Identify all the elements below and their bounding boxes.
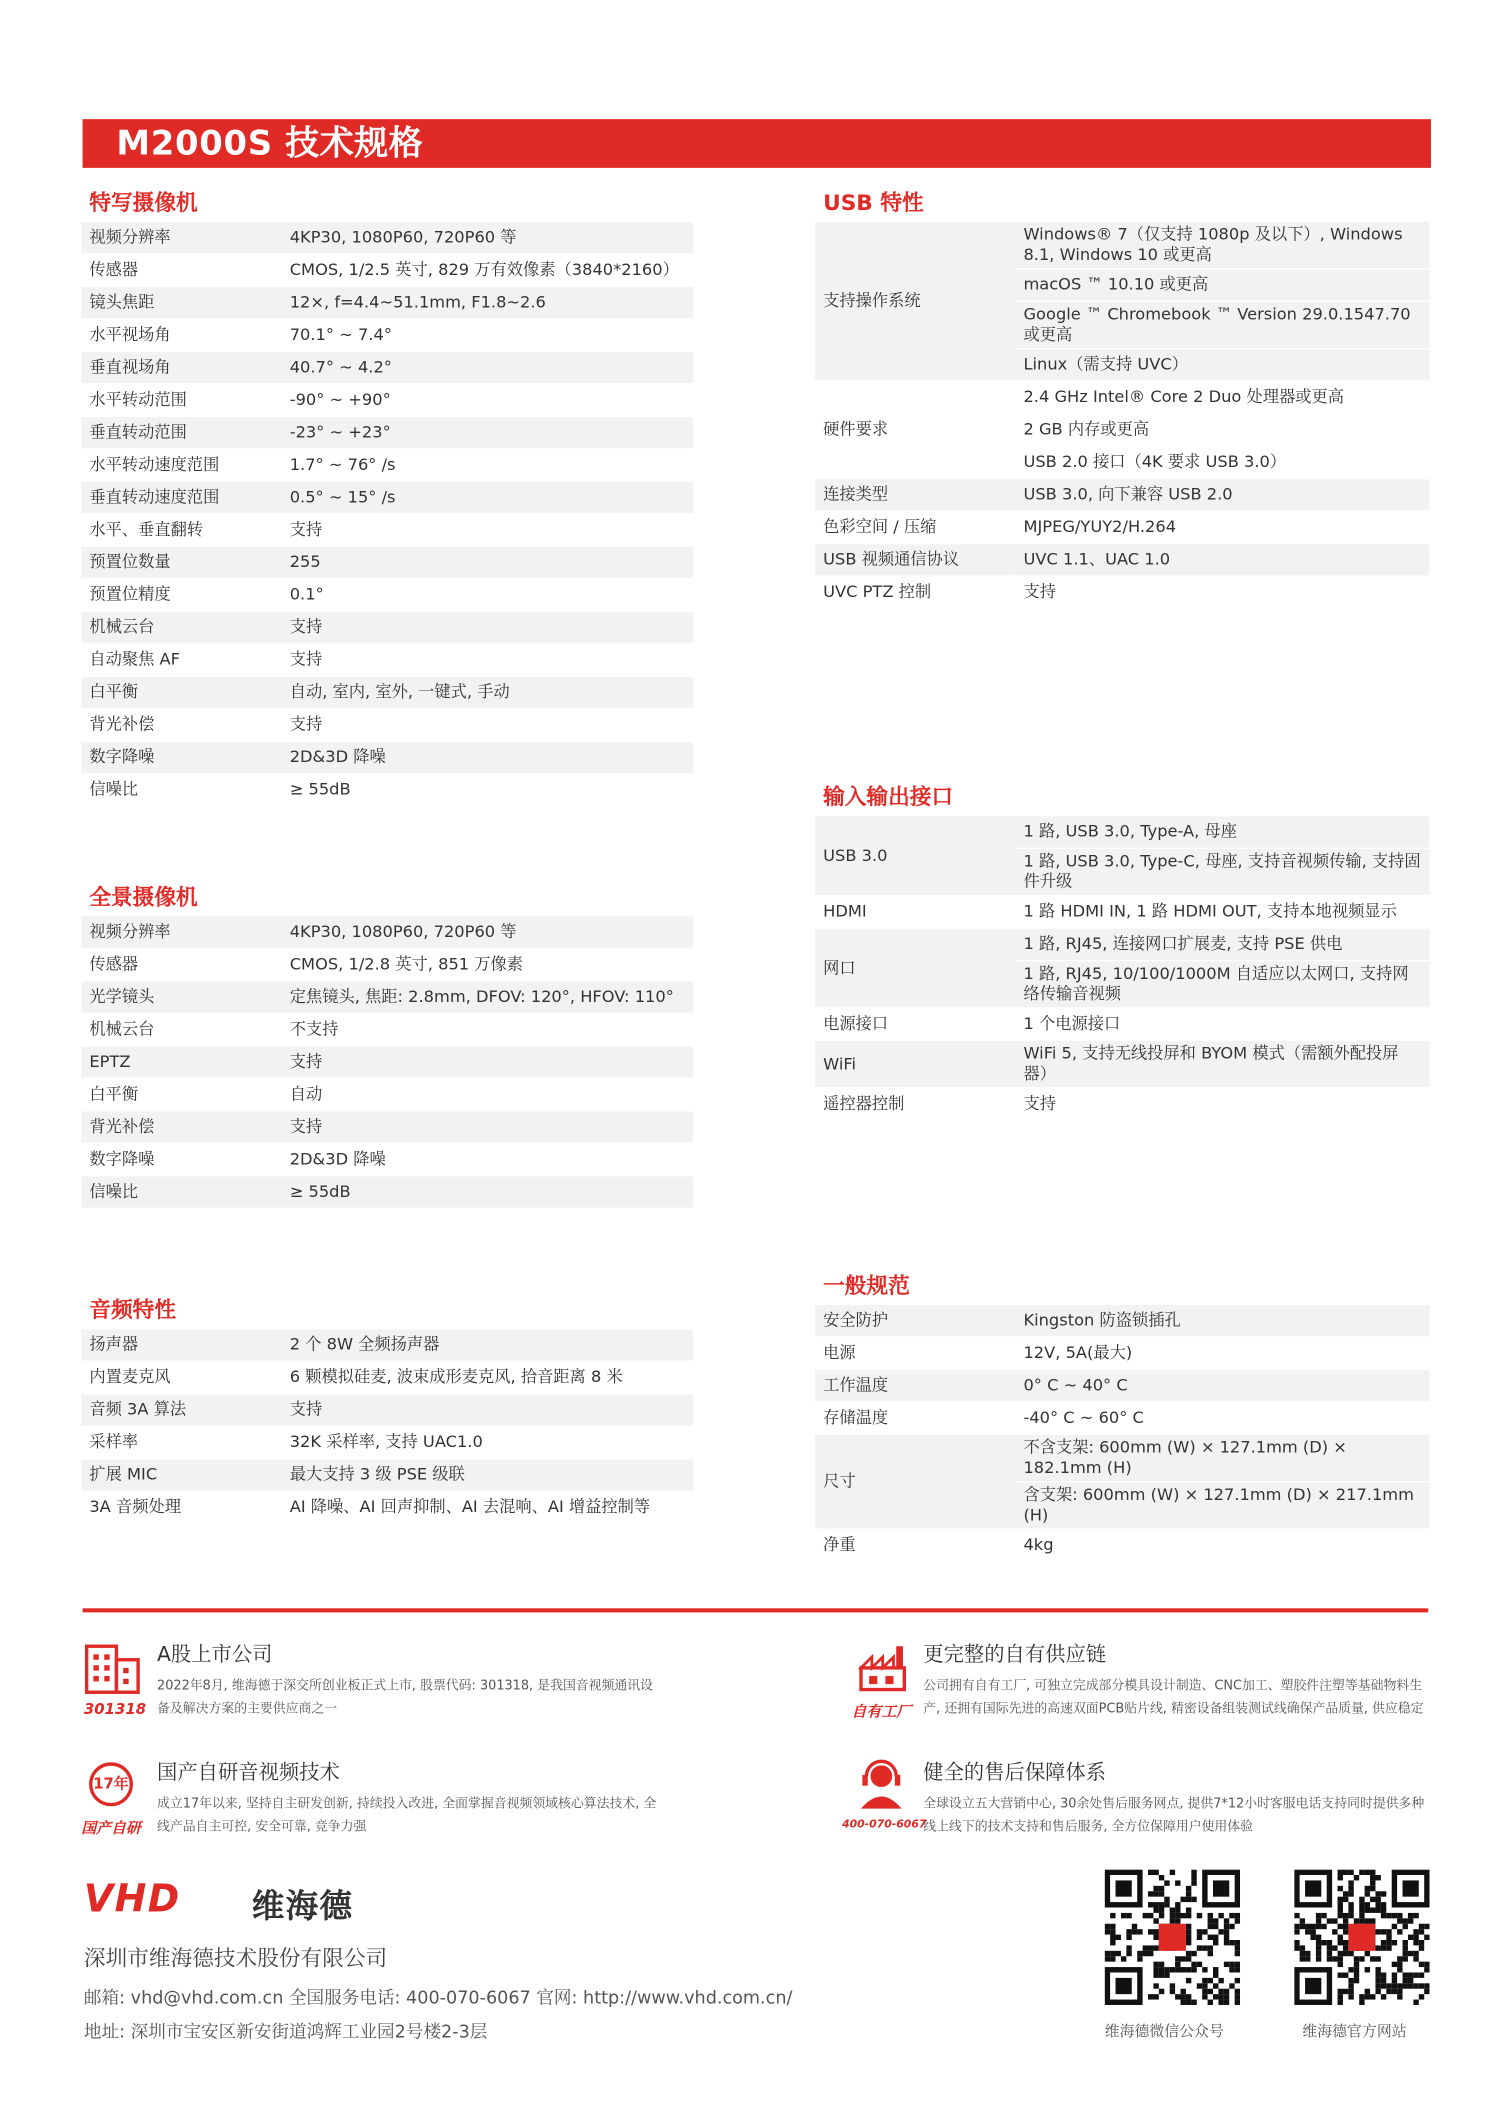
spec-value: macOS ™ 10.10 或更高 bbox=[1015, 269, 1429, 301]
spec-value: 70.1° ~ 7.4° bbox=[282, 319, 694, 351]
spec-key: 白平衡 bbox=[81, 676, 281, 708]
spec-value: 支持 bbox=[1015, 576, 1429, 608]
spec-value: 支持 bbox=[282, 1046, 694, 1078]
table-row bbox=[81, 1394, 693, 1426]
spec-key: EPTZ bbox=[81, 1046, 281, 1078]
spec-key: 视频分辨率 bbox=[81, 222, 281, 254]
spec-key: 电源接口 bbox=[815, 1008, 1015, 1040]
spec-key: 净重 bbox=[815, 1529, 1015, 1561]
spec-value: 1 路, RJ45, 10/100/1000M 自适应以太网口, 支持网络传输音视频 bbox=[1015, 961, 1429, 1008]
spec-key: 传感器 bbox=[81, 254, 281, 286]
closeup-camera-table bbox=[81, 222, 693, 807]
table-row bbox=[81, 1329, 693, 1361]
feature-title-supply-chain: 更完整的自有供应链 bbox=[923, 1642, 1107, 1667]
table-row bbox=[81, 481, 693, 513]
spec-value: CMOS, 1/2.5 英寸, 829 万有效像素（3840*2160） bbox=[282, 254, 694, 286]
spec-key: 垂直转动速度范围 bbox=[81, 481, 281, 513]
spec-value: ≥ 55dB bbox=[282, 774, 694, 806]
spec-key: 内置麦克风 bbox=[81, 1361, 281, 1393]
feature-tag-own-factory: 自有工厂 bbox=[851, 1703, 912, 1721]
table-row bbox=[81, 1143, 693, 1175]
spec-value: CMOS, 1/2.8 英寸, 851 万像素 bbox=[282, 948, 694, 980]
table-row bbox=[815, 479, 1430, 511]
audio-table bbox=[81, 1329, 693, 1524]
table-row bbox=[81, 546, 693, 578]
usb-table bbox=[815, 222, 1430, 609]
spec-key: 连接类型 bbox=[815, 479, 1015, 511]
spec-value: 支持 bbox=[282, 1394, 694, 1426]
spec-value: 含支架: 600mm (W) × 127.1mm (D) × 217.1mm (H) bbox=[1015, 1482, 1429, 1529]
table-row bbox=[81, 286, 693, 318]
spec-key: 光学镜头 bbox=[81, 981, 281, 1013]
spec-value: 40.7° ~ 4.2° bbox=[282, 351, 694, 383]
spec-key: 扬声器 bbox=[81, 1329, 281, 1361]
table-row bbox=[815, 222, 1430, 269]
spec-value: 12×, f=4.4~51.1mm, F1.8~2.6 bbox=[282, 286, 694, 318]
table-row bbox=[81, 1361, 693, 1393]
spec-value: 2 个 8W 全频扬声器 bbox=[282, 1329, 694, 1361]
spec-key: 预置位精度 bbox=[81, 579, 281, 611]
section-title-usb: USB 特性 bbox=[823, 189, 924, 216]
spec-key: 安全防护 bbox=[815, 1305, 1015, 1337]
spec-key: 电源 bbox=[815, 1337, 1015, 1369]
feature-desc-domestic-rd: 成立17年以来, 坚持自主研发创新, 持续投入改进, 全面掌握音视频领域核心算法技术, 全线产品自主可控, 安全可靠, 竞争力强 bbox=[157, 1796, 657, 1835]
spec-key: 背光补偿 bbox=[81, 1111, 281, 1143]
spec-key: 色彩空间 / 压缩 bbox=[815, 511, 1015, 543]
spec-value: Kingston 防盗锁插孔 bbox=[1015, 1305, 1429, 1337]
spec-value: 支持 bbox=[282, 514, 694, 546]
spec-value: USB 3.0, 向下兼容 USB 2.0 bbox=[1015, 479, 1429, 511]
spec-value: 1 路, USB 3.0, Type-A, 母座 bbox=[1015, 816, 1429, 848]
table-row bbox=[81, 384, 693, 416]
spec-value: UVC 1.1、UAC 1.0 bbox=[1015, 544, 1429, 576]
spec-value: 最大支持 3 级 PSE 级联 bbox=[282, 1459, 694, 1491]
qr-code-website[interactable] bbox=[1294, 1870, 1429, 2005]
table-row bbox=[81, 1078, 693, 1110]
spec-value: 1 路 HDMI IN, 1 路 HDMI OUT, 支持本地视频显示 bbox=[1015, 896, 1429, 928]
table-row bbox=[815, 544, 1430, 576]
spec-key: 扩展 MIC bbox=[81, 1459, 281, 1491]
address: 地址: 深圳市宝安区新安街道鸿辉工业园2号楼2-3层 bbox=[83, 2022, 488, 2043]
spec-key: 数字降噪 bbox=[81, 741, 281, 773]
spec-value: 1.7° ~ 76° /s bbox=[282, 449, 694, 481]
spec-key: 数字降噪 bbox=[81, 1143, 281, 1175]
spec-key: 尺寸 bbox=[815, 1434, 1015, 1529]
spec-key: 垂直视场角 bbox=[81, 351, 281, 383]
table-row bbox=[815, 1434, 1430, 1481]
spec-value: 定焦镜头, 焦距: 2.8mm, DFOV: 120°, HFOV: 110° bbox=[282, 981, 694, 1013]
feature-title-after-sales: 健全的售后保障体系 bbox=[923, 1759, 1107, 1785]
table-row bbox=[815, 1369, 1430, 1401]
spec-key: 硬件要求 bbox=[815, 381, 1015, 478]
feature-desc-listed: 2022年8月, 维海德于深交所创业板正式上市, 股票代码: 301318, 是我国音视频通讯设备及解决方案的主要供应商之一 bbox=[157, 1678, 653, 1717]
spec-value: -23° ~ +23° bbox=[282, 416, 694, 448]
spec-value: 自动, 室内, 室外, 一键式, 手动 bbox=[282, 676, 694, 708]
table-row bbox=[815, 1088, 1430, 1120]
spec-value: 不支持 bbox=[282, 1013, 694, 1045]
spec-key: USB 3.0 bbox=[815, 816, 1015, 895]
spec-value: 6 颗模拟硅麦, 波束成形麦克风, 拾音距离 8 米 bbox=[282, 1361, 694, 1393]
table-row bbox=[81, 1459, 693, 1491]
spec-key: 遥控器控制 bbox=[815, 1088, 1015, 1120]
feature-desc-supply-chain: 公司拥有自有工厂, 可独立完成部分模具设计制造、CNC加工、塑胶件注塑等基础物料生产, 还拥有国际先进的高速双面PCB贴片线, 精密设备组装测试线确保产品质量, 供应稳定 bbox=[923, 1678, 1424, 1717]
section-title-io: 输入输出接口 bbox=[823, 783, 954, 810]
spec-key: 白平衡 bbox=[81, 1078, 281, 1110]
spec-value: 1 个电源接口 bbox=[1015, 1008, 1429, 1040]
table-row bbox=[815, 381, 1430, 413]
section-title-general: 一般规范 bbox=[823, 1272, 910, 1299]
section-title-panorama-camera: 全景摄像机 bbox=[89, 884, 198, 910]
spec-value: 12V, 5A(最大) bbox=[1015, 1337, 1429, 1369]
spec-value: WiFi 5, 支持无线投屏和 BYOM 模式（需额外配投屏器） bbox=[1015, 1040, 1429, 1087]
table-row bbox=[815, 928, 1430, 960]
spec-value: 自动 bbox=[282, 1078, 694, 1110]
spec-key: 采样率 bbox=[81, 1426, 281, 1458]
spec-key: 传感器 bbox=[81, 948, 281, 980]
spec-value: Google ™ Chromebook ™ Version 29.0.1547.70 或更高 bbox=[1015, 301, 1429, 348]
spec-key: 机械云台 bbox=[81, 1013, 281, 1045]
spec-value: 0° C ~ 40° C bbox=[1015, 1369, 1429, 1401]
spec-value: 1 路, USB 3.0, Type-C, 母座, 支持音视频传输, 支持固件升级 bbox=[1015, 848, 1429, 895]
spec-key: 机械云台 bbox=[81, 611, 281, 643]
qr-label-wechat: 维海德微信公众号 bbox=[1104, 2022, 1224, 2041]
feature-tag-hotline: 400-070-6067 bbox=[842, 1818, 927, 1831]
table-row bbox=[81, 514, 693, 546]
table-row bbox=[81, 449, 693, 481]
spec-key: 信噪比 bbox=[81, 1176, 281, 1208]
table-row bbox=[81, 774, 693, 806]
table-row bbox=[81, 741, 693, 773]
spec-key: USB 视频通信协议 bbox=[815, 544, 1015, 576]
spec-value: -90° ~ +90° bbox=[282, 384, 694, 416]
headset-icon bbox=[856, 1757, 907, 1811]
table-row bbox=[815, 1305, 1430, 1337]
spec-value: 2D&3D 降噪 bbox=[282, 741, 694, 773]
table-row bbox=[815, 816, 1430, 848]
table-row bbox=[815, 1529, 1430, 1561]
spec-key: 水平转动速度范围 bbox=[81, 449, 281, 481]
spec-key: 支持操作系统 bbox=[815, 222, 1015, 381]
spec-key: 自动聚焦 AF bbox=[81, 644, 281, 676]
table-row bbox=[81, 1046, 693, 1078]
table-row bbox=[81, 948, 693, 980]
page-title: M2000S 技术规格 bbox=[116, 123, 424, 163]
table-row bbox=[81, 222, 693, 254]
spec-value: MJPEG/YUY2/H.264 bbox=[1015, 511, 1429, 543]
spec-key: 信噪比 bbox=[81, 774, 281, 806]
table-row bbox=[81, 351, 693, 383]
spec-value: 支持 bbox=[282, 709, 694, 741]
spec-value: 不含支架: 600mm (W) × 127.1mm (D) × 182.1mm (H) bbox=[1015, 1434, 1429, 1481]
feature-tag-stock-code: 301318 bbox=[83, 1700, 147, 1718]
company-name: 深圳市维海德技术股份有限公司 bbox=[83, 1945, 388, 1972]
feature-title-listed: A股上市公司 bbox=[157, 1642, 273, 1667]
contact-info: 邮箱: vhd@vhd.com.cn 全国服务电话: 400-070-6067 官网: http://www.vhd.com.cn/ bbox=[83, 1988, 793, 2010]
table-row bbox=[81, 254, 693, 286]
spec-value: USB 2.0 接口（4K 要求 USB 3.0） bbox=[1015, 446, 1429, 478]
section-title-audio: 音频特性 bbox=[89, 1296, 177, 1323]
table-row bbox=[815, 1337, 1430, 1369]
table-row bbox=[81, 644, 693, 676]
spec-key: 水平视场角 bbox=[81, 319, 281, 351]
table-row bbox=[815, 896, 1430, 928]
table-row bbox=[815, 1040, 1430, 1087]
spec-key: 预置位数量 bbox=[81, 546, 281, 578]
table-row bbox=[81, 1426, 693, 1458]
spec-value: 1 路, RJ45, 连接网口扩展麦, 支持 PSE 供电 bbox=[1015, 928, 1429, 960]
spec-value: AI 降噪、AI 回声抑制、AI 去混响、AI 增益控制等 bbox=[282, 1491, 694, 1523]
spec-value: 0.1° bbox=[282, 579, 694, 611]
building-icon bbox=[84, 1641, 144, 1695]
spec-key: 工作温度 bbox=[815, 1369, 1015, 1401]
spec-value: Linux（需支持 UVC） bbox=[1015, 349, 1429, 381]
spec-value: 2D&3D 降噪 bbox=[282, 1143, 694, 1175]
spec-value: -40° C ~ 60° C bbox=[1015, 1402, 1429, 1434]
table-row bbox=[81, 1013, 693, 1045]
table-row bbox=[815, 576, 1430, 608]
spec-value: 2 GB 内存或更高 bbox=[1015, 414, 1429, 446]
spec-value: 4kg bbox=[1015, 1529, 1429, 1561]
spec-value: 255 bbox=[282, 546, 694, 578]
spec-key: 3A 音频处理 bbox=[81, 1491, 281, 1523]
table-row bbox=[81, 1176, 693, 1208]
feature-desc-after-sales: 全球设立五大营销中心, 30余处售后服务网点, 提供7*12小时客服电话支持同时提供多种线上线下的技术支持和售后服务, 全方位保障用户使用体验 bbox=[923, 1796, 1425, 1835]
feature-tag-domestic: 国产自研 bbox=[81, 1819, 141, 1838]
spec-value: 支持 bbox=[282, 644, 694, 676]
spec-key: 背光补偿 bbox=[81, 709, 281, 741]
section-title-closeup-camera: 特写摄像机 bbox=[89, 189, 198, 216]
table-row bbox=[81, 319, 693, 351]
qr-code-wechat[interactable] bbox=[1105, 1870, 1240, 2005]
spec-key: HDMI bbox=[815, 896, 1015, 928]
spec-key: WiFi bbox=[815, 1040, 1015, 1087]
spec-key: UVC PTZ 控制 bbox=[815, 576, 1015, 608]
spec-key: 视频分辨率 bbox=[81, 917, 281, 949]
spec-value: 32K 采样率, 支持 UAC1.0 bbox=[282, 1426, 694, 1458]
qr-label-website: 维海德官方网站 bbox=[1302, 2022, 1407, 2041]
table-row bbox=[81, 676, 693, 708]
spec-key: 网口 bbox=[815, 928, 1015, 1008]
factory-icon bbox=[856, 1644, 910, 1695]
footer-divider bbox=[83, 1608, 1429, 1612]
spec-value: 支持 bbox=[282, 611, 694, 643]
table-row bbox=[81, 1111, 693, 1143]
panorama-camera-table bbox=[81, 917, 693, 1209]
spec-key: 音频 3A 算法 bbox=[81, 1394, 281, 1426]
spec-value: Windows® 7（仅支持 1080p 及以下）, Windows 8.1, Windows 10 或更高 bbox=[1015, 222, 1429, 269]
spec-value: 0.5° ~ 15° /s bbox=[282, 481, 694, 513]
spec-value: ≥ 55dB bbox=[282, 1176, 694, 1208]
table-row bbox=[81, 611, 693, 643]
spec-key: 垂直转动范围 bbox=[81, 416, 281, 448]
vhd-logo: VHD bbox=[83, 1876, 181, 1922]
feature-title-domestic-rd: 国产自研音视频技术 bbox=[157, 1759, 340, 1785]
spec-value: 2.4 GHz Intel® Core 2 Duo 处理器或更高 bbox=[1015, 381, 1429, 413]
table-row bbox=[815, 1008, 1430, 1040]
table-row bbox=[81, 709, 693, 741]
table-row bbox=[815, 1402, 1430, 1434]
spec-value: 支持 bbox=[1015, 1088, 1429, 1120]
table-row bbox=[81, 579, 693, 611]
io-table bbox=[815, 816, 1430, 1121]
spec-key: 存储温度 bbox=[815, 1402, 1015, 1434]
spec-key: 水平转动范围 bbox=[81, 384, 281, 416]
spec-key: 镜头焦距 bbox=[81, 286, 281, 318]
spec-value: 4KP30, 1080P60, 720P60 等 bbox=[282, 222, 694, 254]
table-row bbox=[815, 511, 1430, 543]
badge-17-text: 17年 bbox=[93, 1774, 129, 1793]
spec-value: 4KP30, 1080P60, 720P60 等 bbox=[282, 917, 694, 949]
table-row bbox=[81, 917, 693, 949]
general-table bbox=[815, 1305, 1430, 1562]
vhd-logo-cn: 维海德 bbox=[251, 1887, 354, 1926]
table-row bbox=[81, 1491, 693, 1523]
table-row bbox=[81, 416, 693, 448]
spec-value: 支持 bbox=[282, 1111, 694, 1143]
spec-key: 水平、垂直翻转 bbox=[81, 514, 281, 546]
table-row bbox=[81, 981, 693, 1013]
